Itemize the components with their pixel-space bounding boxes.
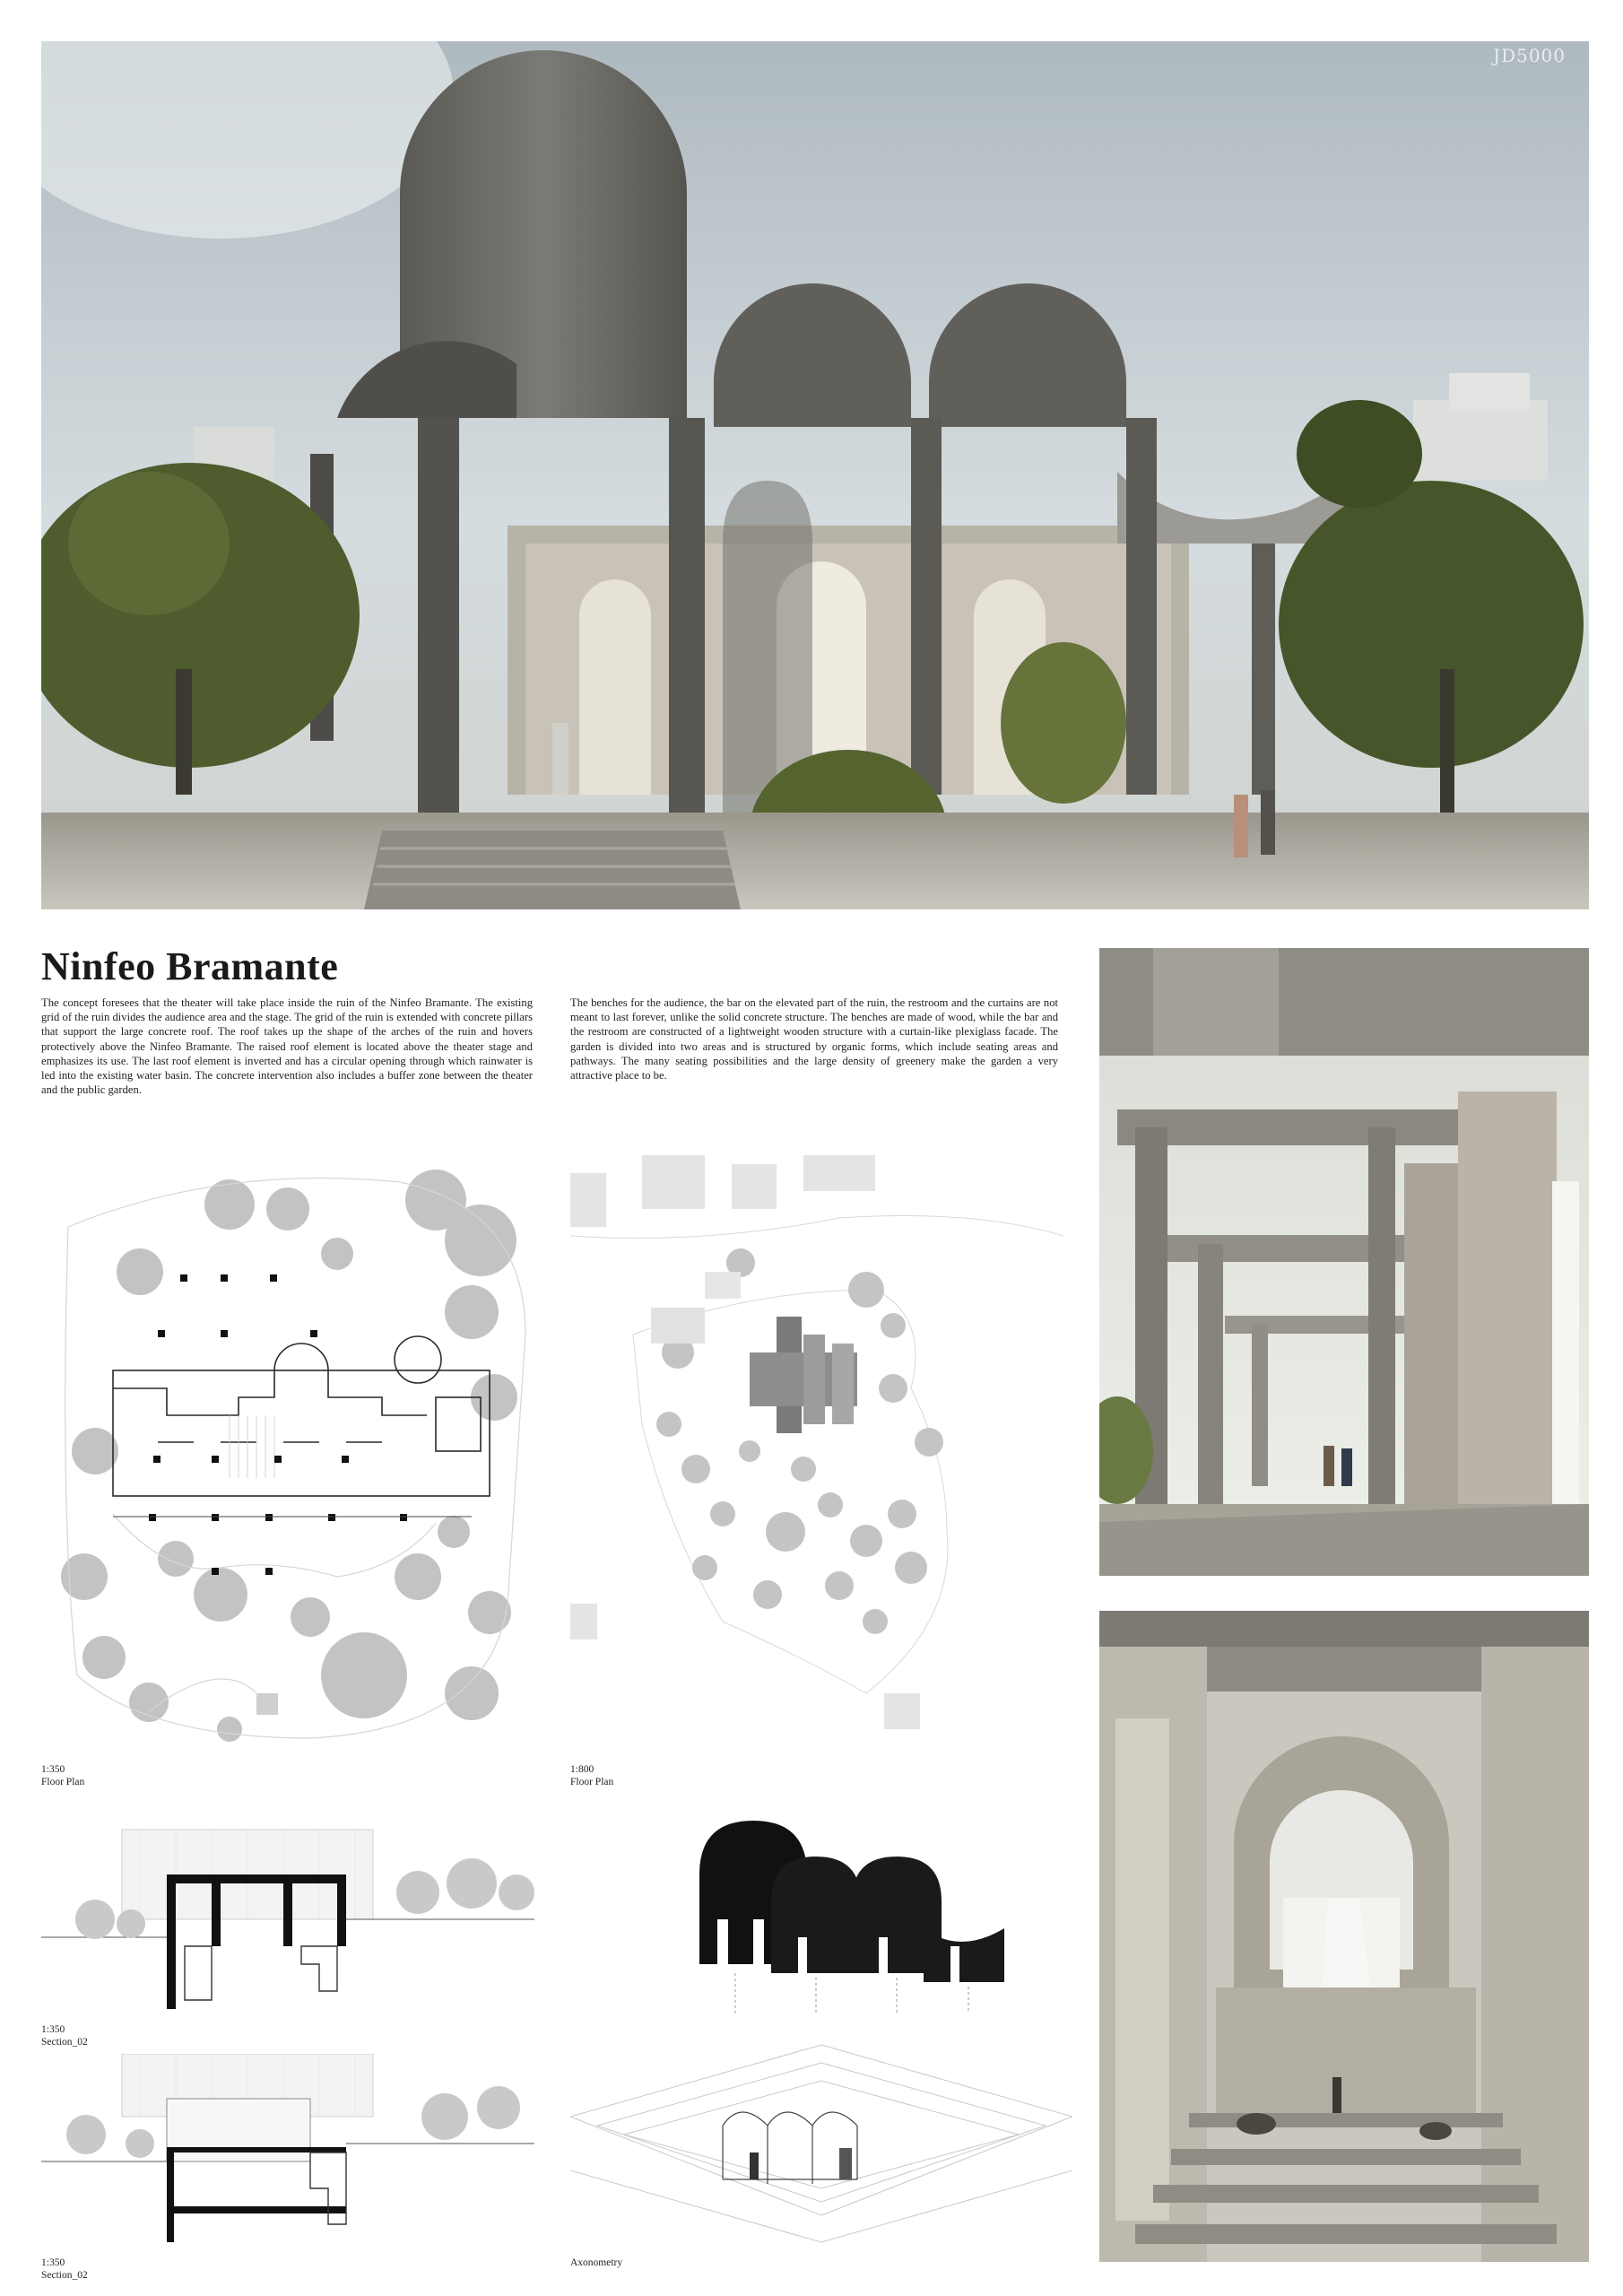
roof-axonometry-drawing xyxy=(681,1803,1022,2018)
floor-plan-1-350-drawing xyxy=(41,1155,534,1747)
plan-right-scale: 1:800 xyxy=(570,1764,595,1775)
section-2-scale: 1:350 xyxy=(41,2257,65,2268)
section-1-caption xyxy=(41,2023,88,2048)
site-plan-1-800-drawing xyxy=(570,1155,1063,1747)
plan-left-scale: 1:350 xyxy=(41,1764,65,1775)
description-left: The concept foresees that the theater will take place inside the ruin of the Ninfeo Bramante. The existing grid of the ruin divides the audience area and the stage. The grid of the ruin is extended with concrete pillars that support the large concrete roof. The roof takes up the shape of the arches of the ruin and hovers protectively above the Ninfeo Bramante. The raised roof element is located above the theater stage and emphasizes its use. The last roof element is inverted and has a circular opening through which rainwater is led into the existing water basin. The concrete intervention also includes a buffer zone between the theater and the public garden. xyxy=(41,996,533,1097)
plan-left-caption xyxy=(41,1763,84,1788)
section-2-name: Section_02 xyxy=(41,2270,88,2281)
plan-right-name: Floor Plan xyxy=(570,1777,614,1787)
section-1-scale: 1:350 xyxy=(41,2024,65,2035)
section-drawing-2-illustration xyxy=(41,2054,534,2251)
interior-render-illustration xyxy=(1099,1611,1589,2262)
plan-left-name: Floor Plan xyxy=(41,1777,85,1787)
project-code-label: JD5000 xyxy=(1493,45,1566,66)
hero-render xyxy=(41,41,1589,909)
site-axonometry-drawing xyxy=(570,2036,1072,2251)
axonometry-caption: Axonometry xyxy=(570,2257,623,2268)
section-1-name: Section_02 xyxy=(41,2037,88,2048)
site-axonometry xyxy=(570,2036,1072,2251)
section-drawing-1-illustration xyxy=(41,1821,534,2018)
section-2-caption xyxy=(41,2257,88,2282)
poster-title: Ninfeo Bramante xyxy=(41,944,339,988)
floor-plan-1-350 xyxy=(41,1155,534,1747)
colonnade-render-illustration xyxy=(1099,948,1589,1576)
colonnade-render xyxy=(1099,948,1589,1576)
section-drawing-2 xyxy=(41,2054,534,2251)
interior-render xyxy=(1099,1611,1589,2262)
section-drawing-1 xyxy=(41,1821,534,2018)
description-right: The benches for the audience, the bar on the elevated part of the ruin, the restroom and the curtains are not meant to last forever, unlike the solid concrete structure. The benches are made of wood, while the bar and the restroom are constructed of a lightweight wooden structure with a curtain-like plexiglass facade. The garden is divided into two areas and is structured by organic forms, which include seating areas and pathways. The many seating possibilities and the large density of greenery make the garden a very attractive place to be. xyxy=(570,996,1058,1083)
site-plan-1-800 xyxy=(570,1155,1063,1747)
hero-render-illustration xyxy=(41,41,1589,909)
plan-right-caption xyxy=(570,1763,613,1788)
roof-axonometry xyxy=(681,1803,1022,2018)
